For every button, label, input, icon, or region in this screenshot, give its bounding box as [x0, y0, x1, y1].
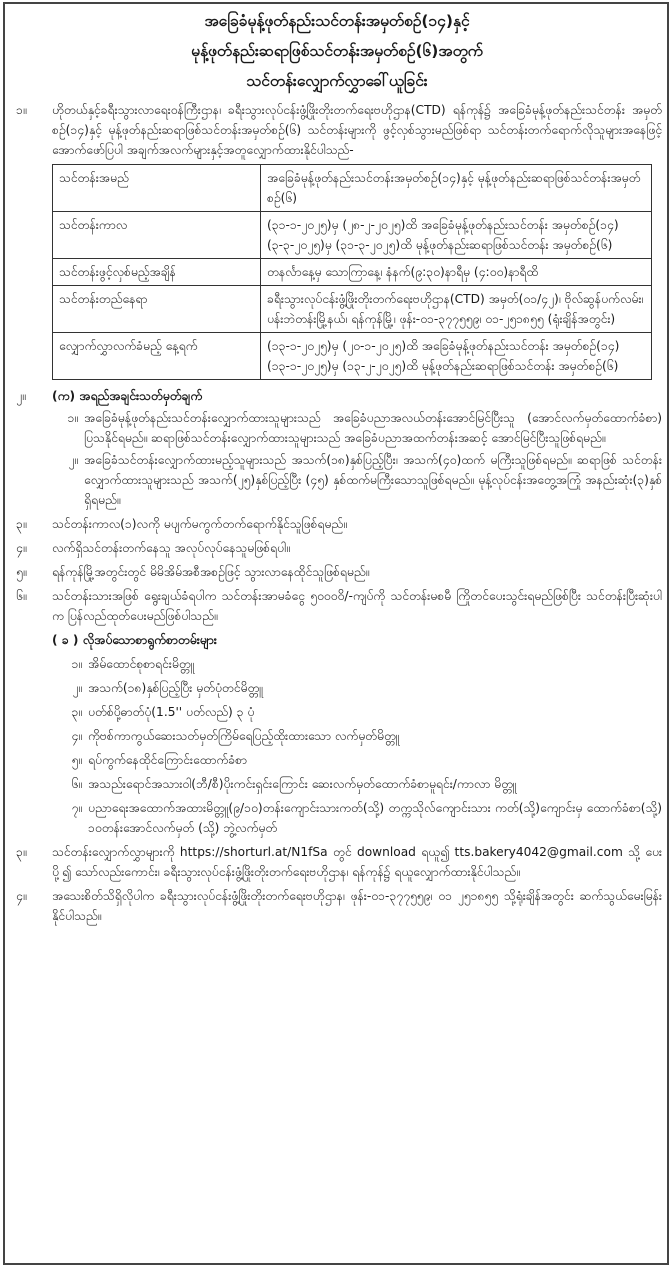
- item-number: ၄။: [71, 729, 82, 743]
- item-text: အသည်းရောင်အသားဝါ(ဘီ/စီ)ပိုးကင်းရှင်းကြောင်း ဆေးလက်မှတ်ထောက်ခံစာမူရင်း/ကာလာ မိတ္တူ: [88, 777, 517, 791]
- item-number: ၄။: [16, 541, 27, 555]
- item-text: သင်တန်းကာလ(၁)လကို မပျက်မကွက်တက်ရောက်နိုင်သူဖြစ်ရမည်။: [52, 517, 347, 531]
- item-text: ရပ်ကွက်နေထိုင်ကြောင်းထောက်ခံစာ: [88, 753, 248, 767]
- item-number: ၂။: [68, 453, 78, 467]
- table-value: ခရီးသွားလုပ်ငန်းဖွံ့ဖြိုးတိုးတက်ရေးဗဟိုဌာန(CTD) အမှတ်(၀၁/၄၂)၊ ဗိုလ်ဆွန်ပက်လမ်း၊ ပန်းဘဲတန်းမြို့နယ်၊ ရန်ကုန်မြို့၊ ဖုန်း-၀၁-၃၇၇၅၅၉၊ ၀၁-၂၅၁၈၅၅ (ရုံးချိန်အတွင်း): [261, 286, 652, 333]
- item-number: ၃။: [16, 517, 27, 531]
- table-label: သင်တန်းဖွင့်လှစ်မည့်အချိန်: [53, 259, 261, 286]
- application-text: သင်တန်းလျှောက်လွှာများကို https://shorturl.at/N1fSa တွင် download ရယူ၍ tts.bakery4042@gmail.com သို့ ပေးပို့၍ သော်လည်းကောင်း၊ ခရီးသွားလုပ်ငန်းဖွံ့ဖြိုးတိုးတက်ရေးဗဟိုဌာန၊ ရန်ကုန်၌ ရယူလျှောက်ထားနိုင်ပါသည်။: [52, 845, 662, 879]
- item-number: ၃။: [71, 705, 82, 719]
- section-heading: ( ခ ) လိုအပ်သောစာရွက်စာတမ်းများ: [52, 633, 217, 647]
- item-text: သင်တန်းသားအဖြစ် ရွေးချယ်ခံရပါက သင်တန်းအာမခံငွေ ၅၀၀၀၀ိ/-ကျပ်ကို သင်တန်းမစမီ ကြိုတင်ပေးသွင်းရမည်ဖြစ်ပြီး သင်တန်းပြီးဆုံးပါက ပြန်လည်ထုတ်ပေးမည်ဖြစ်ပါသည်။: [52, 589, 662, 623]
- table-value: တနင်္လာနေ့မှ သောကြာနေ့၊ နံနက်(၉:၃၀)နာရီမှ (၄:၀၀)နာရီထိ: [261, 259, 652, 286]
- item-text: ကိုဗစ်ကာကွယ်ဆေးသတ်မှတ်ကြိမ်ရေပြည့်ထိုးထားသော လက်မှတ်မိတ္တူ: [88, 729, 400, 743]
- item-text: အခြေခံသင်တန်းလျှောက်ထားမည့်သူများသည် အသက်(၁၈)နှစ်ပြည့်ပြီး၊ အသက်(၄၀)ထက် မကြီးသူဖြစ်ရမည်။ ဆရာဖြစ် သင်တန်းလျှောက်ထားသူများသည် အသက်(၂၅)နှစ်ပြည့်ပြီး (၄၅) နှစ်ထက်မကြီးသောသူဖြစ်ရမည်။ မုန့်လုပ်ငန်းအတွေ့အကြုံ အနည်းဆုံး(၃)နှစ်ရှိရမည်။: [84, 453, 662, 507]
- item-text: ပတ်စ်ပို့ဓာတ်ပုံ(1.5'' ပတ်လည်) ၃ ပုံ: [88, 705, 255, 719]
- table-value: (၃၁-၁-၂၀၂၅)မှ (၂၈-၂-၂၀၂၅)ထိ အခြေခံမုန့်ဖုတ်နည်းသင်တန်း အမှတ်စဉ်(၁၄) (၃-၃-၂၀၂၅)မှ (၃၁-၃-၂၀၂၅)ထိ မုန့်ဖုတ်နည်းဆရာဖြစ်သင်တန်း အမှတ်စဉ်(၆): [261, 212, 652, 259]
- item-text: လက်ရှိသင်တန်းတက်နေသူ အလုပ်လုပ်နေသူမဖြစ်ရပါ။: [52, 541, 290, 555]
- title-line-3: သင်တန်းလျှောက်လွှာခေါ်ယူခြင်း: [246, 72, 428, 90]
- section-heading: (က) အရည်အချင်းသတ်မှတ်ချက်: [52, 389, 203, 403]
- table-label: သင်တန်းတည်နေရာ: [53, 286, 261, 333]
- page-border: [3, 2, 669, 1265]
- table-label: လျှောက်လွှာလက်ခံမည့် နေ့ရက်: [53, 333, 261, 380]
- item-number: ၁။: [67, 411, 78, 425]
- table-value: (၁၃-၁-၂၀၂၅)မှ (၂၀-၁-၂၀၂၅)ထိ အခြေခံမုန့်ဖုတ်နည်းသင်တန်း အမှတ်စဉ်(၁၄) (၁၃-၁-၂၀၂၅)မှ (၁၃-၂-၂၀၂၅)ထိ မုန့်ဖုတ်နည်းဆရာဖြစ်သင်တန်း အမှတ်စဉ်(၆): [261, 333, 652, 380]
- item-number: ၂။: [72, 681, 82, 695]
- item-number: ၃။: [16, 845, 27, 859]
- table-label: သင်တန်းအမည်: [53, 165, 261, 212]
- item-text: ရန်ကုန်မြို့အတွင်းတွင် မိမိအိမ်အစီအစဉ်ဖြင့် သွားလာနေထိုင်သူဖြစ်ရမည်။: [52, 565, 370, 579]
- intro-number: ၁။: [16, 103, 27, 117]
- item-number: ၆။: [71, 777, 82, 791]
- title-line-1: အခြေခံမုန့်ဖုတ်နည်းသင်တန်းအမှတ်စဉ်(၁၄)နှင့်: [204, 12, 470, 30]
- item-number: ၆။: [16, 589, 27, 603]
- intro-text: ဟိုတယ်နှင့်ခရီးသွားလာရေးဝန်ကြီးဌာန၊ ခရီးသွားလုပ်ငန်းဖွံ့ဖြိုးတိုးတက်ရေးဗဟိုဌာန(CTD) ရန်ကုန်၌ အခြေခံမုန့်ဖုတ်နည်းသင်တန်း အမှတ်စဉ်(၁၄)နှင့် မုန့်ဖုတ်နည်းဆရာဖြစ်သင်တန်းအမှတ်စဉ်(၆) သင်တန်းများကို ဖွင့်လှစ်သွားမည်ဖြစ်ရာ သင်တန်းတက်ရောက်လိုသူများအနေဖြင့် အောက်ဖော်ပြပါ အချက်အလက်များနှင့်အတူလျှောက်ထားနိုင်ပါသည်-: [52, 103, 662, 157]
- item-number: ၅။: [16, 565, 27, 579]
- item-number: ၇။: [71, 801, 82, 815]
- table-label: သင်တန်းကာလ: [53, 212, 261, 259]
- section-number: ၂။: [16, 389, 26, 403]
- contact-text: အသေးစိတ်သိရှိလိုပါက ခရီးသွားလုပ်ငန်းဖွံ့ဖြိုးတိုးတက်ရေးဗဟိုဌာန၊ ဖုန်း-၀၁-၃၇၇၅၅၉၊ ၀၁ ၂၅၁၈၅၅ သို့ရုံးချိန်အတွင်း ဆက်သွယ်မေးမြန်းနိုင်ပါသည်။: [52, 889, 662, 923]
- item-text: အခြေခံမုန့်ဖုတ်နည်းသင်တန်းလျှောက်ထားသူများသည် အခြေခံပညာအလယ်တန်းအောင်မြင်ပြီးသူ (အောင်လက်မှတ်ထောက်ခံစာ) ပြသနိုင်ရမည်။ ဆရာဖြစ်သင်တန်းလျှောက်ထားသူများသည် အခြေခံပညာအထက်တန်းအဆင့် အောင်မြင်ပြီးသူဖြစ်ရမည်။: [84, 411, 662, 445]
- item-number: ၁။: [71, 657, 82, 671]
- item-text: အိမ်ထောင်စုစာရင်းမိတ္တူ: [88, 657, 195, 671]
- item-text: ပညာရေးအထောက်အထားမိတ္တူ(၉/၁၀)တန်းကျောင်းသားကတ်(သို့) တက္ကသိုလ်ကျောင်းသား ကတ်(သို့)ကျောင်းမှ ထောက်ခံစာ(သို့) ၁၀တန်းအောင်လက်မှတ် (သို့) ဘွဲ့လက်မှတ်: [88, 801, 662, 835]
- item-text: အသက်(၁၈)နှစ်ပြည့်ပြီး မှတ်ပုံတင်မိတ္တူ: [88, 681, 263, 695]
- title-line-2: မုန့်ဖုတ်နည်းဆရာဖြစ်သင်တန်းအမှတ်စဉ်(၆)အတွက်: [191, 42, 483, 60]
- table-value: အခြေခံမုန့်ဖုတ်နည်းသင်တန်းအမှတ်စဉ်(၁၄)နှင့် မုန့်ဖုတ်နည်းဆရာဖြစ်သင်တန်းအမှတ်စဉ်(၆): [261, 165, 652, 212]
- item-number: ၅။: [71, 753, 82, 767]
- item-number: ၄။: [16, 889, 27, 903]
